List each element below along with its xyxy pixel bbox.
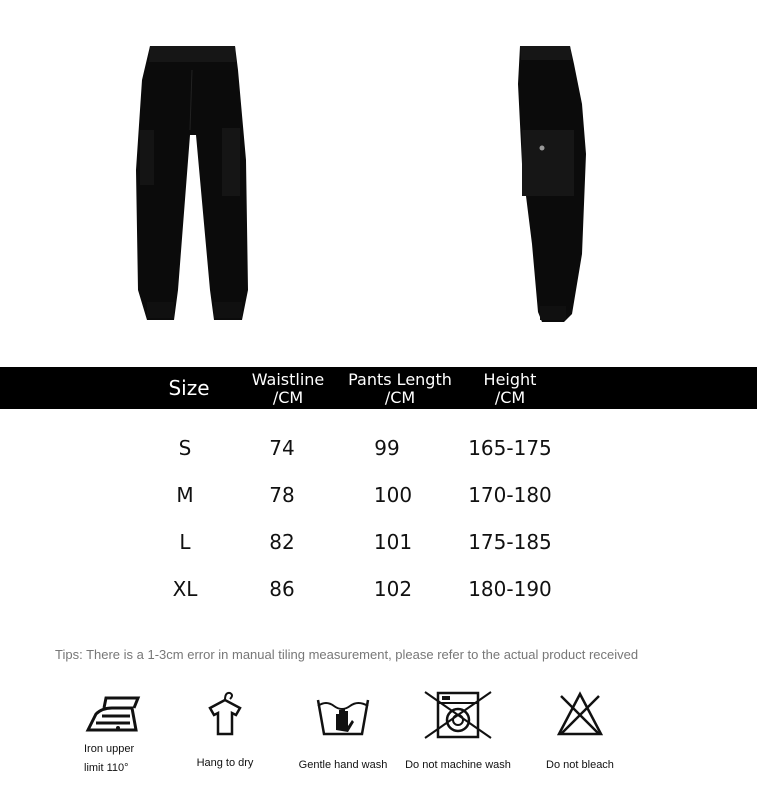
cell-height: 180-190 — [468, 577, 552, 601]
pants-front-illustration — [130, 40, 255, 325]
cell-waist: 78 — [269, 483, 295, 507]
header-waistline-unit: /CM — [272, 388, 304, 407]
care-item-no-bleach — [530, 690, 630, 775]
pants-side-image — [512, 44, 597, 324]
care-item-hang-dry — [190, 688, 260, 773]
hanger-shirt-icon — [200, 688, 250, 738]
header-size: Size — [168, 376, 210, 400]
cell-waist: 82 — [269, 530, 295, 554]
care-label-hang: Hang to dry — [196, 757, 254, 769]
header-height — [460, 371, 560, 407]
care-item-iron — [78, 690, 146, 778]
no-machine-wash-icon — [423, 690, 493, 740]
cell-length: 101 — [373, 530, 413, 554]
header-waistline-label: Waistline — [251, 370, 325, 389]
cell-length: 102 — [373, 577, 413, 601]
cell-length: 99 — [374, 436, 400, 460]
care-item-no-machine-wash — [398, 690, 518, 775]
header-pants-length — [340, 371, 460, 407]
care-label-no-bleach: Do not bleach — [546, 759, 614, 771]
cell-height: 165-175 — [468, 436, 552, 460]
header-pants-length-label: Pants Length — [348, 370, 452, 389]
cell-waist: 74 — [269, 436, 295, 460]
cell-size: XL — [172, 577, 198, 601]
cell-size: S — [178, 436, 192, 460]
care-label-iron-2: limit 110° — [84, 762, 129, 774]
header-pants-length-unit: /CM — [384, 388, 416, 407]
header-waistline — [238, 371, 338, 407]
cell-waist: 86 — [269, 577, 295, 601]
iron-icon — [82, 690, 142, 736]
care-label-iron-1: Iron upper — [84, 743, 135, 755]
cell-height: 175-185 — [468, 530, 552, 554]
pants-front-image — [130, 40, 255, 325]
pants-side-illustration — [512, 44, 597, 324]
care-label-hand-wash: Gentle hand wash — [298, 759, 388, 771]
header-height-label: Height — [483, 370, 537, 389]
hand-wash-icon — [314, 690, 372, 738]
size-table-header — [0, 367, 757, 409]
measurement-tips: Tips: There is a 1-3cm error in manual tiling measurement, please refer to the actual product received — [55, 647, 639, 662]
cell-size: L — [179, 530, 191, 554]
care-item-hand-wash — [293, 690, 393, 775]
care-label-no-machine-wash: Do not machine wash — [405, 759, 511, 771]
cell-length: 100 — [373, 483, 413, 507]
header-height-unit: /CM — [494, 388, 526, 407]
cell-size: M — [176, 483, 194, 507]
cell-height: 170-180 — [468, 483, 552, 507]
no-bleach-icon — [555, 690, 605, 738]
